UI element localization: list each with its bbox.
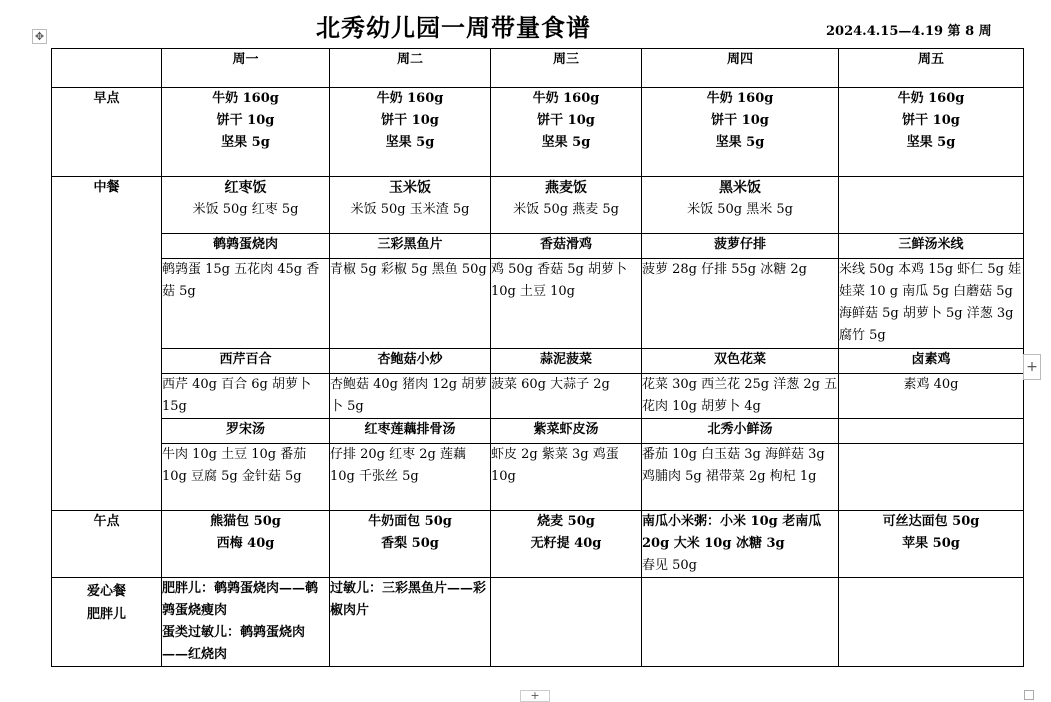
menu-note: 蛋类过敏儿：鹌鹑蛋烧肉——红烧肉 — [162, 625, 306, 662]
dish-ingredients: 菠菜 60g 大蒜子 2g — [491, 374, 642, 419]
header-row — [52, 49, 1024, 88]
dish-name: 卤素鸡 — [839, 349, 1024, 374]
day-header: 周三 — [491, 49, 642, 88]
page-title: 北秀幼儿园一周带量食谱 — [316, 13, 591, 42]
lunch-soup-ing-row — [52, 444, 1024, 511]
dish-name: 紫菜虾皮汤 — [491, 419, 642, 444]
love-meal-cell — [330, 578, 491, 667]
dish-name: 双色花菜 — [642, 349, 839, 374]
breakfast-cell — [491, 88, 642, 177]
dish-ingredients: 番茄 10g 白玉菇 3g 海鲜菇 3g 鸡脯肉 5g 裙带菜 2g 枸杞 1g — [642, 444, 839, 511]
menu-item: 烧麦 50g — [537, 514, 595, 529]
dish-ingredients — [839, 444, 1024, 511]
menu-item: 牛奶 160g — [532, 91, 600, 106]
dish-name: 蒜泥菠菜 — [491, 349, 642, 374]
staple-cell — [839, 177, 1024, 234]
love-meal-cell — [839, 578, 1024, 667]
dish-name: 西芹百合 — [162, 349, 330, 374]
menu-item: 春见 50g — [642, 558, 697, 573]
dish-name: 三鲜汤米线 — [839, 234, 1024, 259]
dish-ingredients: 米饭 50g 燕麦 5g — [513, 202, 619, 217]
row-label-love-meal — [52, 578, 162, 667]
dish-ingredients: 鹌鹑蛋 15g 五花肉 45g 香菇 5g — [162, 259, 330, 349]
breakfast-cell — [642, 88, 839, 177]
menu-item: 坚果 5g — [541, 135, 591, 150]
menu-note: 肥胖儿：鹌鹑蛋烧肉——鹌鹑蛋烧瘦肉 — [162, 581, 319, 618]
dish-ingredients: 杏鲍菇 40g 猪肉 12g 胡萝卜 5g — [330, 374, 491, 419]
dish-name: 香菇滑鸡 — [491, 234, 642, 259]
dish-name: 北秀小鲜汤 — [642, 419, 839, 444]
menu-item: 饼干 10g — [902, 113, 960, 128]
menu-item: 牛奶 160g — [706, 91, 774, 106]
menu-item: 牛奶 160g — [376, 91, 444, 106]
dish-name: 玉米饭 — [389, 180, 431, 196]
afternoon-cell — [839, 511, 1024, 578]
week-label: 2024.4.15—4.19 第 8 周 — [826, 24, 992, 39]
afternoon-cell — [491, 511, 642, 578]
row-label-line: 肥胖儿 — [86, 607, 126, 622]
menu-item: 熊猫包 50g — [210, 514, 281, 529]
day-header: 周五 — [839, 49, 1024, 88]
breakfast-cell — [162, 88, 330, 177]
menu-item: 牛奶 160g — [897, 91, 965, 106]
dish-ingredients: 牛肉 10g 土豆 10g 番茄 10g 豆腐 5g 金针菇 5g — [162, 444, 330, 511]
row-label-breakfast: 早点 — [52, 88, 162, 177]
table-move-handle[interactable]: ✥ — [32, 29, 47, 44]
dish-name — [839, 419, 1024, 444]
breakfast-row — [52, 88, 1024, 177]
dish-name: 红枣饭 — [224, 180, 267, 196]
row-label-lunch: 中餐 — [52, 177, 162, 511]
dish-ingredients: 仔排 20g 红枣 2g 莲藕 10g 千张丝 5g — [330, 444, 491, 511]
menu-item: 牛奶面包 50g — [368, 514, 452, 529]
menu-item: 苹果 50g — [902, 536, 960, 551]
afternoon-row — [52, 511, 1024, 578]
dish-name: 黑米饭 — [719, 180, 761, 196]
dish-name: 鹌鹑蛋烧肉 — [162, 234, 330, 259]
add-column-button[interactable]: + — [1023, 354, 1041, 380]
dish-ingredients: 米饭 50g 红枣 5g — [192, 202, 299, 217]
day-header: 周四 — [642, 49, 839, 88]
menu-item: 饼干 10g — [711, 113, 769, 128]
dish-name: 杏鲍菇小炒 — [330, 349, 491, 374]
lunch-staple-row — [52, 177, 1024, 234]
staple-cell — [162, 177, 330, 234]
afternoon-cell — [642, 511, 839, 578]
menu-item: 坚果 5g — [385, 135, 435, 150]
menu-item: 南瓜小米粥：小米 10g 老南瓜 20g 大米 10g 冰糖 3g — [642, 514, 822, 551]
staple-cell — [330, 177, 491, 234]
add-row-button[interactable]: + — [520, 690, 550, 702]
dish-ingredients: 素鸡 40g — [839, 374, 1024, 419]
lunch-veg-name-row — [52, 349, 1024, 374]
dish-ingredients: 米饭 50g 黑米 5g — [687, 202, 793, 217]
menu-item: 饼干 10g — [216, 113, 275, 128]
corner-cell — [52, 49, 162, 88]
menu-item: 无籽提 40g — [530, 536, 602, 551]
dish-ingredients: 鸡 50g 香菇 5g 胡萝卜 10g 土豆 10g — [491, 259, 642, 349]
table-resize-handle[interactable] — [1024, 690, 1034, 700]
menu-item: 坚果 5g — [221, 135, 270, 150]
day-header: 周一 — [162, 49, 330, 88]
row-label-line: 爱心餐 — [86, 584, 126, 599]
dish-name: 三彩黑鱼片 — [330, 234, 491, 259]
menu-table — [51, 48, 1024, 667]
love-meal-cell — [491, 578, 642, 667]
menu-item: 坚果 5g — [715, 135, 765, 150]
lunch-main-ing-row — [52, 259, 1024, 349]
day-header: 周二 — [330, 49, 491, 88]
dish-ingredients: 米线 50g 本鸡 15g 虾仁 5g 娃娃菜 10 g 南瓜 5g 白蘑菇 5g 海鲜菇 5g 胡萝卜 5g 洋葱 3g 腐竹 5g — [839, 259, 1024, 349]
love-meal-row — [52, 578, 1024, 667]
dish-ingredients: 米饭 50g 玉米渣 5g — [350, 202, 470, 217]
dish-ingredients: 虾皮 2g 紫菜 3g 鸡蛋 10g — [491, 444, 642, 511]
dish-name: 菠萝仔排 — [642, 234, 839, 259]
breakfast-cell — [839, 88, 1024, 177]
dish-name: 燕麦饭 — [545, 180, 587, 196]
dish-ingredients: 菠萝 28g 仔排 55g 冰糖 2g — [642, 259, 839, 349]
menu-item: 西梅 40g — [216, 536, 275, 551]
menu-item: 牛奶 160g — [212, 91, 279, 106]
love-meal-cell — [642, 578, 839, 667]
dish-ingredients: 花菜 30g 西兰花 25g 洋葱 2g 五花肉 10g 胡萝卜 4g — [642, 374, 839, 419]
love-meal-cell — [162, 578, 330, 667]
dish-name: 红枣莲藕排骨汤 — [330, 419, 491, 444]
afternoon-cell — [162, 511, 330, 578]
menu-item: 香梨 50g — [381, 536, 439, 551]
afternoon-cell — [330, 511, 491, 578]
dish-name: 罗宋汤 — [162, 419, 330, 444]
menu-item: 饼干 10g — [537, 113, 595, 128]
staple-cell — [642, 177, 839, 234]
row-label-afternoon: 午点 — [52, 511, 162, 578]
lunch-soup-name-row — [52, 419, 1024, 444]
lunch-veg-ing-row — [52, 374, 1024, 419]
dish-ingredients: 西芹 40g 百合 6g 胡萝卜 15g — [162, 374, 330, 419]
menu-item: 可丝达面包 50g — [882, 514, 980, 529]
breakfast-cell — [330, 88, 491, 177]
menu-item: 饼干 10g — [381, 113, 439, 128]
menu-item: 坚果 5g — [906, 135, 956, 150]
lunch-main-name-row — [52, 234, 1024, 259]
staple-cell — [491, 177, 642, 234]
dish-ingredients: 青椒 5g 彩椒 5g 黑鱼 50g — [330, 259, 491, 349]
menu-note: 过敏儿：三彩黑鱼片——彩椒肉片 — [330, 581, 487, 618]
